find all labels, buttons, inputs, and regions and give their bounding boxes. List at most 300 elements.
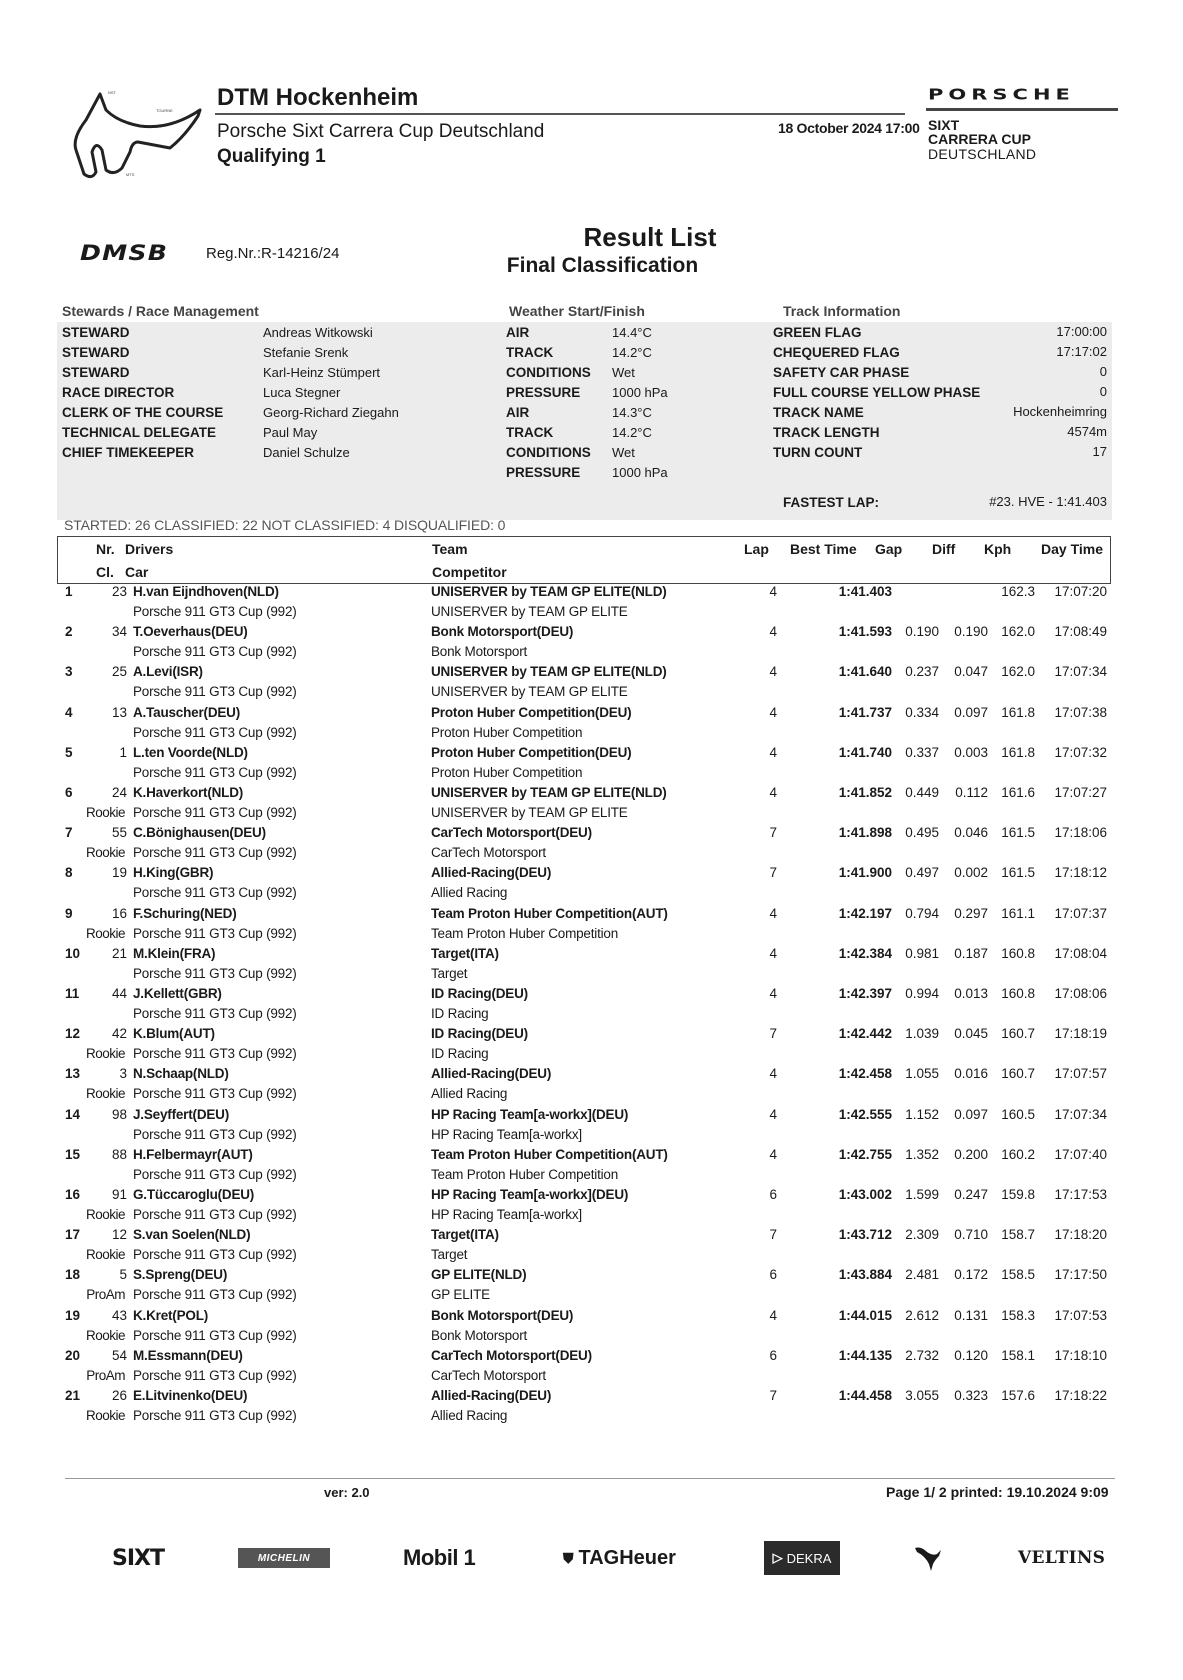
- speed-kph: 161.6: [1001, 785, 1035, 800]
- gap: 0.237: [905, 664, 939, 680]
- position: 2: [65, 624, 73, 640]
- car-number: 26: [111, 1388, 127, 1403]
- version-label: ver: 2.0: [324, 1485, 370, 1500]
- gap: 2.309: [905, 1227, 939, 1243]
- best-lap-number: 4: [769, 584, 777, 599]
- best-lap-number: 4: [769, 945, 777, 961]
- gap: 0.794: [905, 905, 939, 921]
- car-number: 42: [111, 1026, 127, 1042]
- competitor-name: ID Racing: [431, 1006, 489, 1021]
- best-lap-number: 4: [769, 1307, 777, 1323]
- gap: 0.981: [905, 945, 939, 961]
- table-row: [57, 785, 1111, 825]
- steward-name: Andreas Witkowski: [263, 325, 373, 340]
- position: 1: [65, 584, 73, 599]
- diff: 0.045: [954, 1026, 988, 1042]
- best-lap-number: 4: [769, 986, 777, 1001]
- speed-kph: 162.0: [1001, 664, 1035, 680]
- track-info-label: FULL COURSE YELLOW PHASE: [773, 385, 981, 400]
- porsche-logo-rule: [926, 108, 1118, 111]
- results-table-header: [57, 536, 1111, 584]
- position: 15: [65, 1146, 81, 1162]
- weather-value: 1000 hPa: [612, 465, 668, 480]
- competitor-name: Allied Racing: [431, 1086, 508, 1102]
- best-time: 1:42.442: [838, 1026, 892, 1042]
- best-lap-number: 4: [769, 624, 777, 640]
- best-time: 1:44.458: [838, 1388, 892, 1403]
- diff: 0.097: [954, 704, 988, 720]
- steward-role: STEWARD: [62, 325, 130, 340]
- competitor-name: Bonk Motorsport: [431, 1327, 528, 1343]
- car-model: Porsche 911 GT3 Cup (992): [133, 1207, 297, 1222]
- steward-name: Paul May: [263, 425, 318, 440]
- gap: 0.337: [905, 744, 939, 760]
- speed-kph: 161.8: [1001, 744, 1035, 760]
- car-number: 3: [119, 1066, 127, 1082]
- track-info-label: SAFETY CAR PHASE: [773, 365, 910, 380]
- steward-name: Luca Stegner: [263, 385, 341, 400]
- car-model: Porsche 911 GT3 Cup (992): [133, 764, 297, 780]
- fastest-lap-label: FASTEST LAP:: [783, 495, 880, 510]
- driver-name: S.Spreng(DEU): [133, 1267, 228, 1283]
- registration-number: Reg.Nr.:R-14216/24: [206, 245, 340, 262]
- day-time: 17:18:19: [1054, 1026, 1107, 1042]
- event-date: 18 October 2024 17:00: [778, 120, 920, 136]
- best-time: 1:43.884: [838, 1267, 892, 1283]
- team-name: Proton Huber Competition(DEU): [431, 704, 632, 720]
- speed-kph: 157.6: [1001, 1388, 1035, 1403]
- day-time: 17:07:57: [1054, 1066, 1107, 1082]
- cup-logo-line2: CARRERA CUP: [928, 131, 1031, 147]
- weather-value: 14.2°C: [612, 425, 652, 440]
- car-number: 12: [111, 1227, 127, 1243]
- car-model: Porsche 911 GT3 Cup (992): [133, 805, 297, 820]
- svg-text:NST: NST: [108, 90, 116, 95]
- weather-label: CONDITIONS: [506, 365, 591, 380]
- col-class: Cl.: [96, 564, 114, 580]
- speed-kph: 162.0: [1001, 624, 1035, 640]
- best-lap-number: 7: [769, 1227, 777, 1243]
- position: 3: [65, 664, 73, 680]
- competitor-name: CarTech Motorsport: [431, 1367, 546, 1383]
- track-info-value: 0: [1099, 384, 1107, 399]
- best-time: 1:41.900: [838, 865, 892, 881]
- car-number: 91: [111, 1187, 127, 1202]
- position: 20: [65, 1347, 81, 1363]
- diff: 0.190: [954, 624, 988, 640]
- header-divider: [215, 113, 905, 115]
- car-model: Porsche 911 GT3 Cup (992): [133, 925, 297, 941]
- tagheuer-text: TAGHeuer: [578, 1546, 676, 1569]
- sponsor-veltins-logo: VELTINS: [1018, 1548, 1106, 1568]
- car-model: Porsche 911 GT3 Cup (992): [133, 1086, 297, 1102]
- best-lap-number: 4: [769, 1066, 777, 1082]
- diff: 0.131: [954, 1307, 988, 1323]
- best-time: 1:42.397: [838, 986, 892, 1001]
- driver-name: K.Blum(AUT): [133, 1026, 215, 1042]
- driver-name: C.Bönighausen(DEU): [133, 825, 266, 841]
- day-time: 17:07:37: [1054, 905, 1107, 921]
- competitor-name: UNISERVER by TEAM GP ELITE: [431, 805, 628, 820]
- best-lap-number: 4: [769, 664, 777, 680]
- team-name: HP Racing Team[a-workx](DEU): [431, 1187, 629, 1202]
- best-time: 1:41.403: [838, 584, 892, 599]
- col-diff: Diff: [932, 541, 956, 557]
- class: ProAm: [86, 1287, 125, 1303]
- car-model: Porsche 911 GT3 Cup (992): [133, 1367, 297, 1383]
- gap: 2.612: [905, 1307, 939, 1323]
- fastest-lap-value: #23. HVE - 1:41.403: [989, 494, 1107, 509]
- track-info-label: GREEN FLAG: [773, 325, 862, 340]
- driver-name: K.Kret(POL): [133, 1307, 209, 1323]
- competitor-name: HP Racing Team[a-workx]: [431, 1126, 582, 1142]
- driver-name: H.van Eijndhoven(NLD): [133, 584, 279, 599]
- session-name: Qualifying 1: [217, 146, 326, 167]
- car-model: Porsche 911 GT3 Cup (992): [133, 1166, 297, 1182]
- best-time: 1:43.712: [838, 1227, 892, 1243]
- driver-name: L.ten Voorde(NLD): [133, 744, 248, 760]
- speed-kph: 160.7: [1001, 1026, 1035, 1042]
- diff: 0.097: [954, 1106, 988, 1122]
- team-name: UNISERVER by TEAM GP ELITE(NLD): [431, 664, 667, 680]
- competitor-name: Proton Huber Competition: [431, 724, 583, 740]
- position: 13: [65, 1066, 81, 1082]
- sponsor-mobil1-logo: Mobil 1: [403, 1545, 476, 1570]
- diff: 0.112: [955, 785, 988, 800]
- position: 21: [65, 1388, 81, 1403]
- day-time: 17:18:12: [1054, 865, 1107, 881]
- speed-kph: 160.5: [1001, 1106, 1035, 1122]
- weather-heading: Weather Start/Finish: [509, 303, 645, 319]
- car-number: 24: [111, 785, 127, 800]
- class: Rookie: [85, 805, 125, 820]
- best-time: 1:44.015: [838, 1307, 892, 1323]
- driver-name: M.Klein(FRA): [133, 945, 216, 961]
- driver-name: H.Felbermayr(AUT): [133, 1146, 253, 1162]
- steward-name: Stefanie Srenk: [263, 345, 349, 360]
- car-number: 16: [111, 905, 127, 921]
- driver-name: J.Kellett(GBR): [133, 986, 222, 1001]
- sponsor-dekra-logo: [764, 1541, 840, 1575]
- speed-kph: 160.8: [1001, 945, 1035, 961]
- speed-kph: 158.5: [1001, 1267, 1035, 1283]
- track-info-label: CHEQUERED FLAG: [773, 345, 900, 360]
- col-drivers: Drivers: [125, 541, 174, 557]
- class: Rookie: [85, 1408, 125, 1423]
- gap: 0.497: [905, 865, 939, 881]
- competitor-name: Target: [431, 1247, 468, 1263]
- position: 7: [65, 825, 73, 841]
- dekra-text: DEKRA: [786, 1550, 832, 1566]
- fastest-lap-label-row: [783, 492, 879, 513]
- document-subtitle: Final Classification: [506, 254, 699, 277]
- competitor-name: Allied Racing: [431, 885, 508, 901]
- dekra-arrow-icon: ▷: [772, 1550, 783, 1565]
- track-info-value: 17:17:02: [1056, 344, 1107, 359]
- table-row: [57, 1388, 1111, 1428]
- day-time: 17:18:20: [1054, 1227, 1107, 1243]
- weather-label: PRESSURE: [506, 465, 581, 480]
- weather-label: TRACK: [506, 345, 554, 360]
- diff: 0.013: [954, 986, 988, 1001]
- table-row: [57, 584, 1111, 624]
- competitor-name: UNISERVER by TEAM GP ELITE: [431, 684, 628, 700]
- car-model: Porsche 911 GT3 Cup (992): [133, 1046, 297, 1062]
- team-name: Allied-Racing(DEU): [431, 1388, 552, 1403]
- col-lap: Lap: [744, 541, 769, 557]
- day-time: 17:07:34: [1054, 1106, 1107, 1122]
- track-info-value: 0: [1099, 364, 1107, 379]
- day-time: 17:07:32: [1054, 744, 1107, 760]
- driver-name: N.Schaap(NLD): [133, 1066, 229, 1082]
- best-time: 1:42.755: [838, 1146, 892, 1162]
- driver-name: E.Litvinenko(DEU): [133, 1388, 248, 1403]
- table-row: [57, 1227, 1111, 1267]
- table-row: [57, 1187, 1111, 1227]
- track-info-value: 17: [1092, 444, 1107, 459]
- speed-kph: 159.8: [1001, 1187, 1035, 1202]
- best-lap-number: 4: [769, 905, 777, 921]
- track-info-label: TURN COUNT: [773, 445, 863, 460]
- position: 4: [65, 704, 73, 720]
- team-name: CarTech Motorsport(DEU): [431, 825, 592, 841]
- speed-kph: 158.3: [1001, 1307, 1035, 1323]
- gap: 0.495: [905, 825, 939, 841]
- gap: 0.190: [905, 624, 939, 640]
- best-time: 1:42.458: [838, 1066, 892, 1082]
- best-time: 1:41.737: [838, 704, 892, 720]
- day-time: 17:08:04: [1054, 945, 1107, 961]
- porsche-logo: PORSCHE: [928, 86, 1075, 104]
- gap: 2.732: [905, 1347, 939, 1363]
- sponsor-michelin-logo: MICHELIN: [238, 1548, 330, 1568]
- position: 17: [65, 1227, 81, 1243]
- best-lap-number: 7: [769, 825, 777, 841]
- day-time: 17:07:40: [1054, 1146, 1107, 1162]
- best-time: 1:42.197: [838, 905, 892, 921]
- day-time: 17:08:06: [1054, 986, 1107, 1001]
- team-name: GP ELITE(NLD): [431, 1267, 527, 1283]
- diff: 0.710: [954, 1227, 988, 1243]
- steward-role: STEWARD: [62, 365, 130, 380]
- sponsor-sixt-logo: SIXT: [112, 1545, 164, 1571]
- car-number: 34: [111, 624, 127, 640]
- car-number: 25: [111, 664, 127, 680]
- competitor-name: UNISERVER by TEAM GP ELITE: [431, 604, 628, 619]
- car-number: 21: [111, 945, 127, 961]
- team-name: ID Racing(DEU): [431, 986, 528, 1001]
- driver-name: F.Schuring(NED): [133, 905, 237, 921]
- day-time: 17:07:34: [1054, 664, 1107, 680]
- weather-value: 14.3°C: [612, 405, 652, 420]
- driver-name: T.Oeverhaus(DEU): [133, 624, 248, 640]
- best-lap-number: 6: [769, 1187, 777, 1202]
- position: 6: [65, 785, 73, 800]
- class: Rookie: [85, 1207, 125, 1222]
- competitor-name: HP Racing Team[a-workx]: [431, 1207, 582, 1222]
- car-number: 88: [111, 1146, 127, 1162]
- team-name: Proton Huber Competition(DEU): [431, 744, 632, 760]
- sponsor-puma-logo: [913, 1545, 943, 1571]
- table-row: [57, 745, 1111, 785]
- gap: 2.481: [905, 1267, 939, 1283]
- day-time: 17:17:50: [1054, 1267, 1107, 1283]
- position: 14: [65, 1106, 81, 1122]
- driver-name: A.Levi(ISR): [133, 664, 203, 680]
- weather-label: AIR: [506, 405, 530, 420]
- diff: 0.247: [954, 1187, 988, 1202]
- table-row: [57, 1348, 1111, 1388]
- table-row: [57, 1107, 1111, 1147]
- steward-role: RACE DIRECTOR: [62, 385, 175, 400]
- table-row: [57, 624, 1111, 664]
- car-model: Porsche 911 GT3 Cup (992): [133, 1287, 297, 1303]
- diff: 0.187: [954, 945, 988, 961]
- driver-name: H.King(GBR): [133, 865, 214, 881]
- best-time: 1:44.135: [838, 1347, 892, 1363]
- team-name: UNISERVER by TEAM GP ELITE(NLD): [431, 584, 667, 599]
- best-time: 1:41.852: [838, 785, 892, 800]
- best-lap-number: 6: [769, 1267, 777, 1283]
- table-row: [57, 906, 1111, 946]
- diff: 0.047: [954, 664, 988, 680]
- col-team: Team: [432, 541, 468, 557]
- competitor-name: GP ELITE: [431, 1287, 490, 1303]
- day-time: 17:07:53: [1054, 1307, 1107, 1323]
- best-time: 1:42.555: [838, 1106, 892, 1122]
- competitor-name: ID Racing: [431, 1046, 489, 1062]
- day-time: 17:07:38: [1054, 704, 1107, 720]
- steward-name: Karl-Heinz Stümpert: [263, 365, 381, 380]
- best-lap-number: 4: [769, 704, 777, 720]
- competitor-name: Proton Huber Competition: [431, 764, 583, 780]
- table-row: [57, 664, 1111, 704]
- driver-name: K.Haverkort(NLD): [133, 785, 244, 800]
- speed-kph: 160.8: [1001, 986, 1035, 1001]
- position: 9: [65, 905, 73, 921]
- competitor-name: Bonk Motorsport: [431, 644, 528, 660]
- classification-summary: STARTED: 26 CLASSIFIED: 22 NOT CLASSIFIED: 4 DISQUALIFIED: 0: [64, 517, 506, 533]
- steward-name: Daniel Schulze: [263, 445, 350, 460]
- competitor-name: Target: [431, 965, 468, 981]
- best-lap-number: 4: [769, 744, 777, 760]
- team-name: ID Racing(DEU): [431, 1026, 528, 1042]
- table-row: [57, 1308, 1111, 1348]
- team-name: CarTech Motorsport(DEU): [431, 1347, 592, 1363]
- steward-role: CLERK OF THE COURSE: [62, 405, 224, 420]
- car-model: Porsche 911 GT3 Cup (992): [133, 965, 297, 981]
- speed-kph: 158.1: [1001, 1347, 1035, 1363]
- car-model: Porsche 911 GT3 Cup (992): [133, 604, 297, 619]
- weather-label: TRACK: [506, 425, 554, 440]
- steward-role: CHIEF TIMEKEEPER: [62, 445, 195, 460]
- best-lap-number: 4: [769, 785, 777, 800]
- car-number: 23: [111, 584, 127, 599]
- speed-kph: 158.7: [1001, 1227, 1035, 1243]
- day-time: 17:07:27: [1054, 785, 1107, 800]
- cup-logo-line1: SIXT: [928, 117, 960, 133]
- car-model: Porsche 911 GT3 Cup (992): [133, 885, 297, 901]
- speed-kph: 162.3: [1001, 584, 1035, 599]
- table-row: [57, 946, 1111, 986]
- diff: 0.297: [954, 905, 988, 921]
- best-lap-number: 7: [769, 1388, 777, 1403]
- car-number: 13: [111, 704, 127, 720]
- car-model: Porsche 911 GT3 Cup (992): [133, 684, 297, 700]
- cup-logo-line3: DEUTSCHLAND: [928, 146, 1037, 162]
- class: ProAm: [86, 1367, 125, 1383]
- hockenheim-track-map-icon: [70, 80, 205, 180]
- track-info-value: 4574m: [1067, 424, 1107, 439]
- tagheuer-shield-icon: ⛊: [563, 1549, 574, 1566]
- table-row: [57, 825, 1111, 865]
- diff: 0.200: [954, 1146, 988, 1162]
- diff: 0.002: [954, 865, 988, 881]
- diff: 0.120: [954, 1347, 988, 1363]
- team-name: Bonk Motorsport(DEU): [431, 1307, 574, 1323]
- class: Rookie: [85, 1327, 125, 1343]
- gap: 1.352: [905, 1146, 939, 1162]
- track-info-label: TRACK LENGTH: [773, 425, 880, 440]
- driver-name: S.van Soelen(NLD): [133, 1227, 251, 1243]
- table-row: [57, 1147, 1111, 1187]
- best-lap-number: 7: [769, 865, 777, 881]
- day-time: 17:18:10: [1054, 1347, 1107, 1363]
- sponsor-tagheuer-logo: [563, 1545, 676, 1571]
- track-info-heading: Track Information: [783, 303, 901, 319]
- gap: 0.994: [905, 986, 939, 1001]
- day-time: 17:17:53: [1054, 1187, 1107, 1202]
- gap: 3.055: [905, 1388, 939, 1403]
- car-model: Porsche 911 GT3 Cup (992): [133, 1327, 297, 1343]
- class: Rookie: [85, 1086, 125, 1102]
- svg-text:MTS: MTS: [126, 172, 135, 177]
- car-number: 55: [111, 825, 127, 841]
- team-name: Bonk Motorsport(DEU): [431, 624, 574, 640]
- class: Rookie: [85, 845, 125, 861]
- car-number: 54: [111, 1347, 127, 1363]
- car-number: 1: [119, 744, 127, 760]
- weather-value: Wet: [612, 445, 635, 460]
- best-lap-number: 6: [769, 1347, 777, 1363]
- col-nr: Nr.: [96, 541, 115, 557]
- table-row: [57, 1026, 1111, 1066]
- team-name: Allied-Racing(DEU): [431, 865, 552, 881]
- weather-label: PRESSURE: [506, 385, 581, 400]
- page-info: Page 1/ 2 printed: 19.10.2024 9:09: [886, 1484, 1109, 1500]
- speed-kph: 161.1: [1001, 905, 1035, 921]
- competitor-name: Team Proton Huber Competition: [431, 925, 619, 941]
- competitor-name: Allied Racing: [431, 1408, 508, 1423]
- team-name: Allied-Racing(DEU): [431, 1066, 552, 1082]
- diff: 0.016: [954, 1066, 988, 1082]
- car-model: Porsche 911 GT3 Cup (992): [133, 724, 297, 740]
- gap: 0.334: [905, 704, 939, 720]
- class: Rookie: [85, 1046, 125, 1062]
- diff: 0.003: [954, 744, 988, 760]
- car-number: 44: [111, 986, 127, 1001]
- table-row: [57, 705, 1111, 745]
- best-time: 1:41.593: [838, 624, 892, 640]
- team-name: Team Proton Huber Competition(AUT): [431, 1146, 668, 1162]
- gap: 1.055: [905, 1066, 939, 1082]
- car-model: Porsche 911 GT3 Cup (992): [133, 845, 297, 861]
- position: 18: [65, 1267, 81, 1283]
- best-lap-number: 7: [769, 1026, 777, 1042]
- day-time: 17:18:06: [1054, 825, 1107, 841]
- steward-role: TECHNICAL DELEGATE: [62, 425, 217, 440]
- weather-value: 1000 hPa: [612, 385, 668, 400]
